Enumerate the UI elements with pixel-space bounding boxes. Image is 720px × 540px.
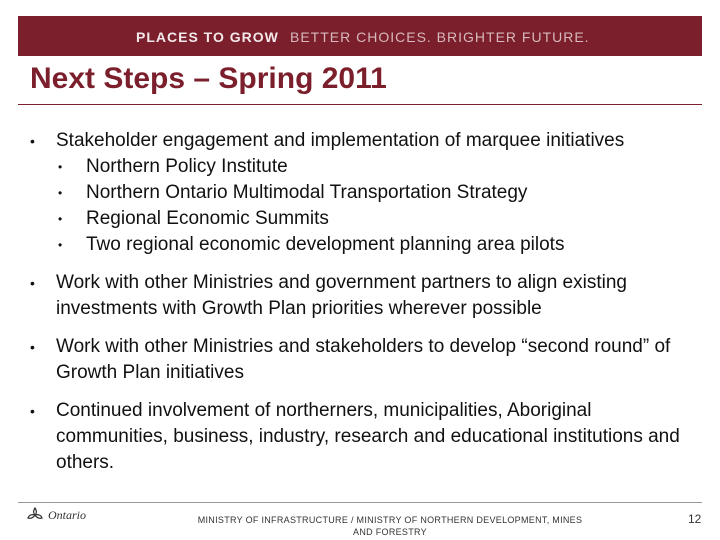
ontario-logo [26,506,86,524]
bullet-dot-icon: • [30,133,35,149]
bullet-text: Stakeholder engagement and implementation of marquee initiatives [56,130,625,151]
bullet-item [30,270,700,322]
sub-bullet-item [30,206,700,232]
bullet-dot-icon: • [58,238,63,252]
bullet-dot-icon: • [30,275,35,291]
bullet-text: Work with other Ministries and stakeholders to develop “second round” of Growth Plan initiatives [56,336,671,383]
bullet-dot-icon: • [30,403,35,419]
sub-bullet-text: Regional Economic Summits [86,208,329,229]
footer-ministry: MINISTRY OF INFRASTRUCTURE / MINISTRY OF NORTHERN DEVELOPMENT, MINES AND FORESTRY [197,515,583,537]
page-number: 12 [688,512,702,526]
title-divider [18,104,702,105]
bullet-dot-icon: • [58,186,63,200]
bullet-item [30,128,700,154]
bullet-text: Continued involvement of northerners, municipalities, Aboriginal communities, business, industry, research and educational institutions and others. [56,400,680,473]
banner-tagline-left: PLACES TO GROW [136,29,279,45]
header-banner [18,16,702,56]
bullet-item [30,398,700,476]
slide-body [30,128,700,476]
sub-bullet-item [30,232,700,258]
bullet-dot-icon: • [58,212,63,226]
bullet-dot-icon: • [58,160,63,174]
sub-bullet-item [30,180,700,206]
sub-bullet-item [30,154,700,180]
bullet-text: Work with other Ministries and government partners to align existing investments with Growth Plan priorities wherever possible [56,272,627,319]
slide-title: Next Steps – Spring 2011 [30,62,387,95]
trillium-logo-icon [26,506,44,524]
sub-bullet-text: Northern Ontario Multimodal Transportation Strategy [86,182,528,203]
logo-text: Ontario [48,507,87,522]
footer-divider [18,502,702,503]
bullet-dot-icon: • [30,339,35,355]
bullet-item [30,334,700,386]
sub-bullet-text: Two regional economic development planning area pilots [86,234,565,255]
banner-tagline-right: BETTER CHOICES. BRIGHTER FUTURE. [290,29,590,45]
sub-bullet-text: Northern Policy Institute [86,156,288,177]
